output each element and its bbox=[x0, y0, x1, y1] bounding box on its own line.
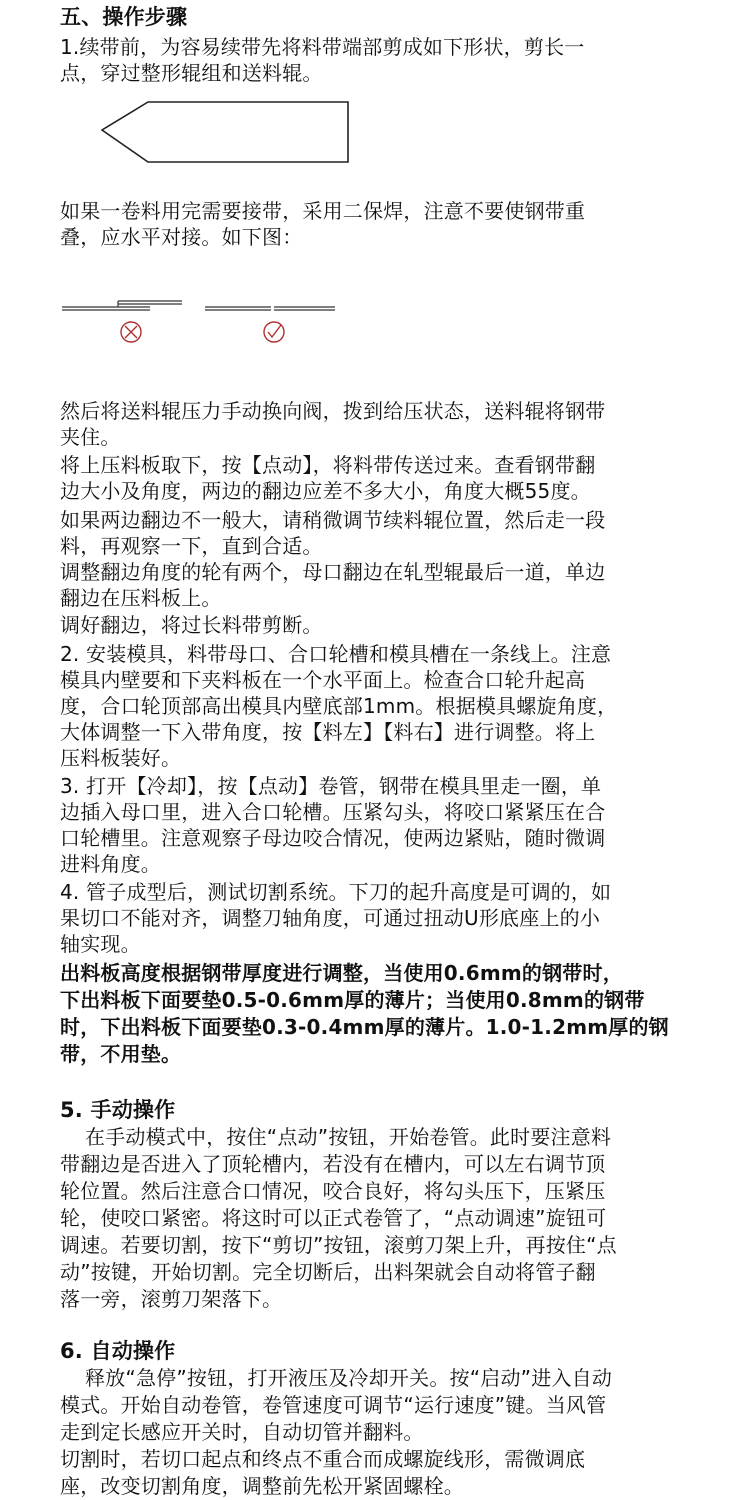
cross-circle-icon bbox=[121, 322, 141, 342]
body-line: 边大小及角度，两边的翻边应差不多大小，角度大概55度。 bbox=[60, 479, 591, 503]
bold-note-line: 下出料板下面要垫0.5-0.6mm厚的薄片；当使用0.8mm的钢带 bbox=[60, 988, 645, 1012]
manual-line: 调速。若要切割，按下“剪切”按钮，滚剪刀架上升，再按住“点 bbox=[60, 1233, 617, 1257]
bold-note-line: 时，下出料板下面要垫0.3-0.4mm厚的薄片。1.0-1.2mm厚的钢 bbox=[60, 1015, 669, 1039]
auto-line: 切割时，若切口起点和终点不重合而成螺旋线形，需微调底 bbox=[60, 1447, 586, 1471]
body-line: 模具内壁要和下夹料板在一个水平面上。检查合口轮升起高 bbox=[60, 668, 586, 692]
auto-line: 模式。开始自动卷管，卷管速度可调节“运行速度”键。当风管 bbox=[60, 1393, 607, 1417]
check-circle-icon bbox=[264, 322, 284, 342]
section-title: 五、操作步骤 bbox=[60, 5, 188, 29]
body-line: 果切口不能对齐，调整刀轴角度，可通过扭动U形底座上的小 bbox=[60, 906, 601, 930]
auto-line: 走到定长感应开关时，自动切管并翻料。 bbox=[60, 1420, 424, 1444]
body-line: 2. 安装模具，料带母口、合口轮槽和模具槽在一条线上。注意 bbox=[60, 642, 612, 666]
body-line: 如果两边翻边不一般大，请稍微调节续料辊位置，然后走一段 bbox=[60, 508, 606, 532]
body-line: 翻边在压料板上。 bbox=[60, 586, 222, 610]
manual-line: 轮，使咬口紧密。将这时可以正式卷管了，“点动调速”旋钮可 bbox=[60, 1206, 607, 1230]
body-line: 料，再观察一下，直到合适。 bbox=[60, 534, 323, 558]
body-line: 调整翻边角度的轮有两个，母口翻边在轧型辊最后一道，单边 bbox=[60, 560, 606, 584]
body-line: 进料角度。 bbox=[60, 852, 161, 876]
manual-line: 动”按键，开始切割。完全切断后，出料架就会自动将管子翻 bbox=[60, 1260, 596, 1284]
manual-line: 在手动模式中，按住“点动”按钮，开始卷管。此时要注意料 bbox=[85, 1125, 612, 1149]
body-line: 边插入母口里，进入合口轮槽。压紧勾头，将咬口紧紧压在合 bbox=[60, 800, 606, 824]
manual-title: 5. 手动操作 bbox=[60, 1098, 176, 1122]
body-line: 口轮槽里。注意观察子母边咬合情况，使两边紧贴，随时微调 bbox=[60, 826, 606, 850]
body-line: 轴实现。 bbox=[60, 932, 141, 956]
body-line: 将上压料板取下，按【点动】，将料带传送过来。查看钢带翻 bbox=[60, 453, 596, 477]
weld-line-2: 叠，应水平对接。如下图： bbox=[60, 225, 303, 249]
bold-note-line: 出料板高度根据钢带厚度进行调整，当使用0.6mm的钢带时， bbox=[60, 961, 623, 985]
manual-line: 落一旁，滚剪刀架落下。 bbox=[60, 1287, 283, 1311]
butt-joint-right-diagram bbox=[203, 292, 338, 348]
body-line: 度，合口轮顶部高出模具内壁底部1mm。根据模具螺旋角度， bbox=[60, 694, 618, 718]
auto-title: 6. 自动操作 bbox=[60, 1339, 176, 1363]
auto-line: 释放“急停”按钮，打开液压及冷却开关。按“启动”进入自动 bbox=[85, 1366, 613, 1390]
body-line: 夹住。 bbox=[60, 425, 121, 449]
body-line: 4. 管子成型后，测试切割系统。下刀的起升高度是可调的，如 bbox=[60, 880, 612, 904]
manual-line: 轮位置。然后注意合口情况，咬合良好，将勾头压下，压紧压 bbox=[60, 1179, 606, 1203]
step1-line-1: 1.续带前，为容易续带先将料带端部剪成如下形状，剪长一 bbox=[60, 35, 585, 59]
body-line: 大体调整一下入带角度，按【料左】【料右】进行调整。将上 bbox=[60, 720, 596, 744]
bold-note-line: 带，不用垫。 bbox=[60, 1042, 182, 1066]
auto-line: 座，改变切割角度，调整前先松开紧固螺栓。 bbox=[60, 1474, 464, 1498]
strip-end-shape-diagram bbox=[100, 100, 352, 164]
body-line: 调好翻边，将过长料带剪断。 bbox=[60, 613, 323, 637]
manual-line: 带翻边是否进入了顶轮槽内，若没有在槽内，可以左右调节顶 bbox=[60, 1152, 606, 1176]
overlap-joint-wrong-diagram bbox=[60, 292, 190, 348]
body-line: 然后将送料辊压力手动换向阀，拨到给压状态，送料辊将钢带 bbox=[60, 399, 606, 423]
step1-line-2: 点，穿过整形辊组和送料辊。 bbox=[60, 61, 323, 85]
body-line: 压料板装好。 bbox=[60, 746, 182, 770]
body-line: 3. 打开【冷却】，按【点动】卷管，钢带在模具里走一圈，单 bbox=[60, 774, 602, 798]
weld-line-1: 如果一卷料用完需要接带，采用二保焊，注意不要使钢带重 bbox=[60, 199, 586, 223]
